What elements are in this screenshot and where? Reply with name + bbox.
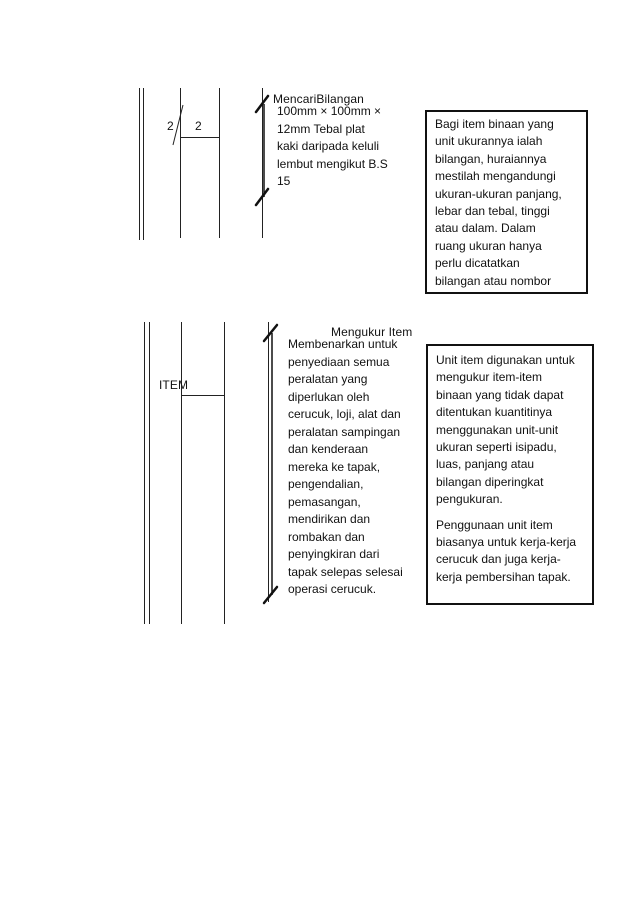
- description-line: Membenarkan untuk: [288, 337, 398, 351]
- note-line: mestilah mengandungi: [435, 169, 556, 184]
- note-line: Unit item digunakan untuk: [436, 353, 575, 367]
- description-line: lembut mengikut B.S: [277, 156, 388, 171]
- description-line: diperlukan oleh: [288, 389, 370, 404]
- description-line: mendirikan dan: [288, 512, 371, 526]
- note-line: menggunakan unit-unit: [436, 422, 559, 437]
- description-line: cerucuk, loji, alat dan: [288, 407, 401, 421]
- description-line: penyingkiran dari: [288, 547, 380, 561]
- note-line: pengukuran.: [436, 492, 503, 507]
- note-line: ditentukan kuantitinya: [436, 405, 553, 420]
- note-line: bilangan diperingkat: [436, 474, 544, 489]
- note-line: perlu dicatatkan: [435, 256, 520, 271]
- description-line: 15: [277, 174, 291, 188]
- description-line: kaki daripada keluli: [277, 139, 380, 153]
- unit-label: Mengukur Item: [331, 325, 413, 339]
- description-line: pengendalian,: [288, 477, 364, 491]
- description-line: tapak selepas selesai: [288, 564, 403, 579]
- description-line: operasi cerucuk.: [288, 582, 377, 596]
- note-line: unit ukurannya ialah: [435, 134, 543, 149]
- note-line: kerja pembersihan tapak.: [436, 569, 571, 584]
- note-line: cerucuk dan juga kerja-: [436, 552, 561, 567]
- unit-label: MencariBilangan: [273, 92, 364, 106]
- description-line: peralatan yang: [288, 372, 368, 386]
- bracket-tick: [256, 96, 268, 112]
- note-line: atau dalam. Dalam: [435, 221, 536, 236]
- timesing-right: 2: [195, 119, 202, 133]
- description-line: penyediaan semua: [288, 354, 390, 369]
- description-line: rombakan dan: [288, 529, 365, 544]
- note-line: ruang ukuran hanya: [435, 238, 542, 253]
- note-line: luas, panjang atau: [436, 457, 535, 472]
- bracket-tick: [264, 587, 277, 603]
- note-line: bilangan atau nombor: [435, 273, 552, 288]
- description-line: pemasangan,: [288, 494, 361, 509]
- description-line: dan kenderaan: [288, 442, 369, 456]
- note-line: Bagi item binaan yang: [435, 117, 554, 131]
- timesing-left: 2: [167, 119, 174, 133]
- bracket-tick: [256, 189, 268, 205]
- description-line: 12mm Tebal plat: [277, 121, 365, 136]
- description-line: peralatan sampingan: [288, 424, 401, 439]
- note-line: mengukur item-item: [436, 370, 543, 385]
- description-line: mereka ke tapak,: [288, 459, 381, 474]
- note-line: ukuran seperti isipadu,: [436, 440, 557, 455]
- note-line: bilangan, huraiannya: [435, 151, 547, 166]
- item-label: ITEM: [159, 378, 189, 392]
- note-line: lebar dan tebal, tinggi: [435, 204, 550, 219]
- note-line: biasanya untuk kerja-kerja: [436, 535, 577, 550]
- note-line: binaan yang tidak dapat: [436, 387, 564, 402]
- note-line: ukuran-ukuran panjang,: [435, 186, 562, 201]
- bracket-tick: [264, 325, 277, 341]
- description-line: 100mm × 100mm ×: [277, 104, 382, 118]
- timesing-slash: [173, 105, 183, 145]
- note-line: Penggunaan unit item: [436, 517, 553, 532]
